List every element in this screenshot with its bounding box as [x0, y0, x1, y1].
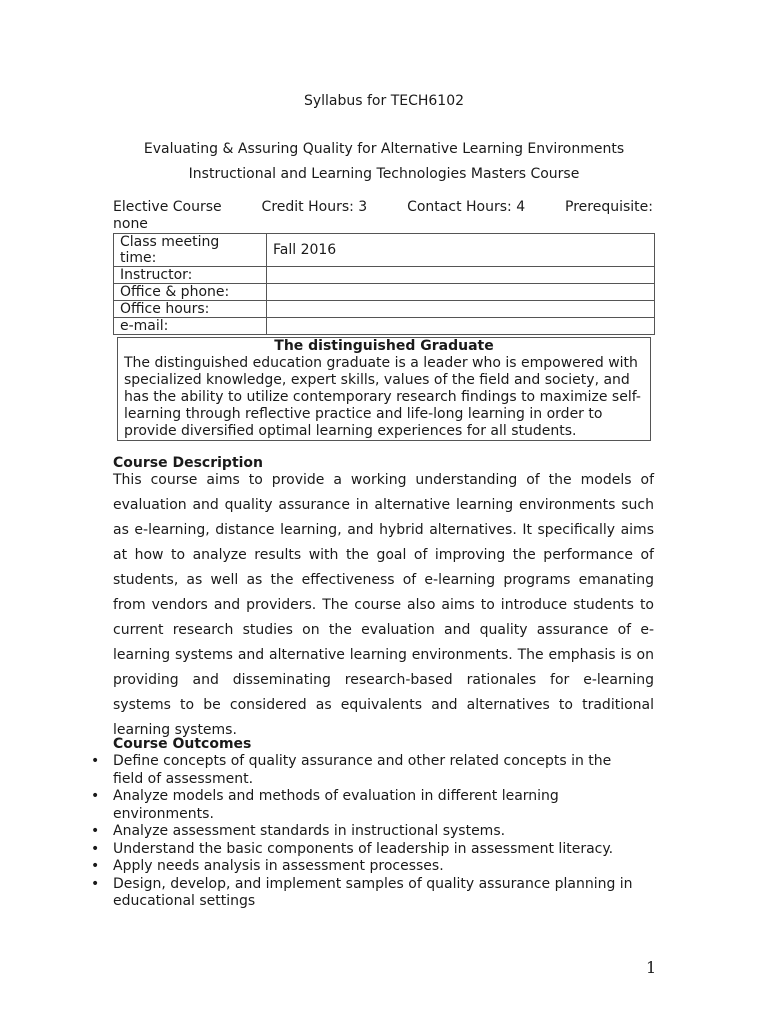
bullet-icon: • [91, 788, 100, 804]
outcome-text: Design, develop, and implement samples of quality assurance planning in educational settings [113, 875, 633, 909]
course-outcomes-list [91, 753, 643, 911]
list-item [91, 823, 643, 841]
outcome-text: Apply needs analysis in assessment processes. [113, 858, 444, 874]
credit-hours: Credit Hours: 3 [261, 199, 368, 215]
info-table-value [267, 267, 655, 284]
contact-hours: Contact Hours: 4 [407, 199, 526, 215]
course-meta [113, 199, 653, 233]
info-table-label: Instructor: [114, 267, 267, 284]
outcome-text: Analyze models and methods of evaluation in different learning environments. [113, 788, 559, 822]
course-description-text: This course aims to provide a working understanding of the models of evaluation and quality assurance in alternative learning environments such as e-learning, distance learning, and hybrid alternatives. It specifically aims at how to analyze results with the goal of improving the performance of students, as well as the effectiveness of e-learning programs emanating from vendors and providers. The course also aims to introduce students to current research studies on the evaluation and quality assurance of e-learning systems and alternative learning environments. The emphasis is on providing and disseminating research-based rationales for e-learning systems to be considered as equivalents and alternatives to traditional learning systems. [113, 472, 654, 738]
info-table-value [267, 301, 655, 318]
bullet-icon: • [91, 840, 100, 857]
prerequisite-label: Prerequisite: [565, 199, 653, 215]
list-item [91, 788, 643, 823]
bullet-icon: • [91, 858, 100, 874]
info-table-label: Class meeting time: [114, 234, 267, 267]
prerequisite-value: none [113, 216, 148, 232]
course-outcomes-heading: Course Outcomes [113, 736, 252, 752]
program-subtitle: Instructional and Learning Technologies Masters Course [188, 166, 580, 182]
info-table-row [114, 301, 655, 318]
list-item [91, 875, 643, 911]
info-table-value [267, 318, 655, 335]
distinguished-graduate-box [117, 337, 651, 441]
graduate-box-text: The distinguished education graduate is a leader who is empowered with specialized knowledge, expert skills, values of the field and society, and has the ability to utilize contemporary research findings to maximize self-learning through reflective practice and life-long learning in order to provide diversified optimal learning experiences for all students. [124, 355, 641, 439]
bullet-icon: • [91, 875, 100, 892]
outcome-text: Understand the basic components of leadership in assessment literacy. [113, 840, 614, 857]
list-item [91, 840, 643, 859]
outcome-text: Analyze assessment standards in instructional systems. [113, 823, 506, 839]
page-number: 1 [646, 958, 657, 977]
elective-label: Elective Course [113, 199, 222, 215]
info-table-row [114, 267, 655, 284]
info-table-label: Office hours: [114, 301, 267, 318]
course-description-heading: Course Description [113, 455, 264, 471]
info-table-label: e-mail: [114, 318, 267, 335]
info-table-value: Fall 2016 [267, 234, 655, 267]
info-table-value [267, 284, 655, 301]
page-title: Syllabus for TECH6102 [303, 93, 465, 109]
info-table-row [114, 234, 655, 267]
bullet-icon: • [91, 753, 100, 769]
course-info-table [113, 233, 655, 335]
list-item [91, 753, 643, 788]
graduate-box-title: The distinguished Graduate [274, 338, 494, 354]
info-table-row [114, 318, 655, 335]
bullet-icon: • [91, 823, 100, 839]
list-item [91, 858, 643, 876]
info-table-label: Office & phone: [114, 284, 267, 301]
outcome-text: Define concepts of quality assurance and other related concepts in the field of assessment. [113, 753, 612, 787]
course-title: Evaluating & Assuring Quality for Alternative Learning Environments [143, 141, 625, 157]
info-table-row [114, 284, 655, 301]
